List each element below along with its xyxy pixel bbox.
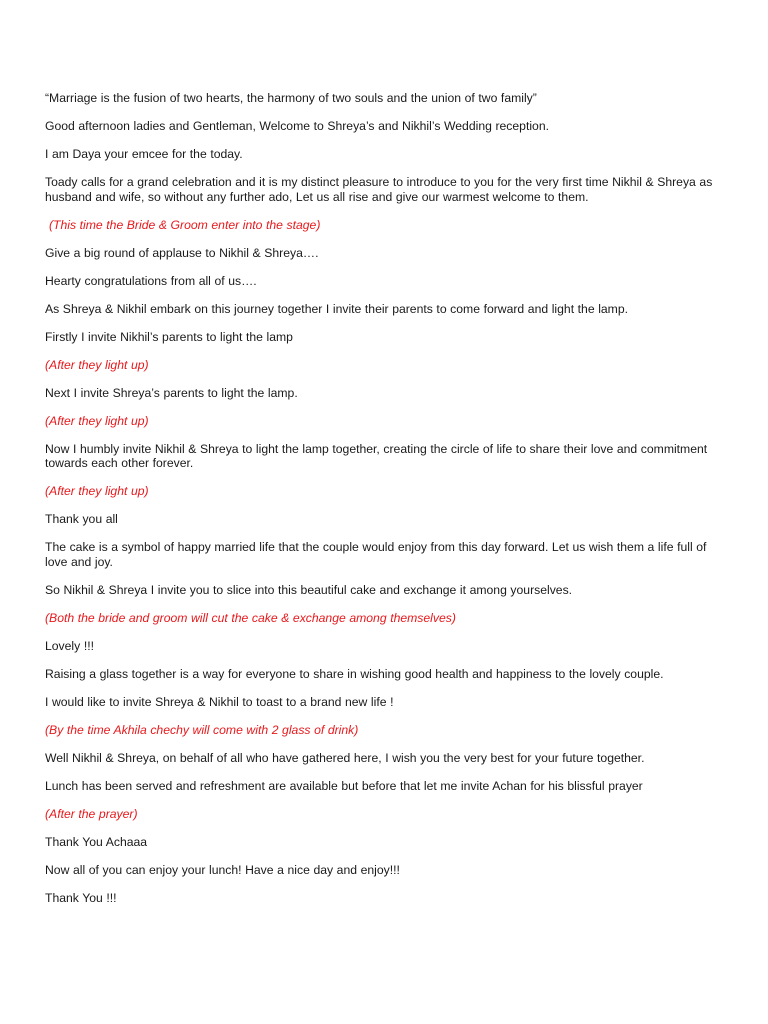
enjoy-lunch-line: Now all of you can enjoy your lunch! Have a nice day and enjoy!!! xyxy=(45,862,400,877)
stage-direction-drinks: (By the time Akhila chechy will come with 2 glass of drink) xyxy=(45,722,359,737)
stage-direction-cake: (Both the bride and groom will cut the cake & exchange among themselves) xyxy=(45,610,456,625)
parents-invitation: As Shreya & Nikhil embark on this journey together I invite their parents to come forward and light the lamp. xyxy=(45,301,628,316)
opening-quote: “Marriage is the fusion of two hearts, the harmony of two souls and the union of two family” xyxy=(45,91,537,105)
couple-introduction: Toady calls for a grand celebration and it is my distinct pleasure to introduce to you for the very first time Nikhil & Shreya as husband and wife, so without any further ado, Let us all rise and give our warmest welcome to them. xyxy=(45,175,716,204)
document-page xyxy=(45,91,725,919)
stage-direction-light-up-1: (After they light up) xyxy=(45,357,149,372)
lunch-prayer-line: Lunch has been served and refreshment are available but before that let me invite Achan for his blissful prayer xyxy=(45,778,643,793)
nikhil-parents-lamp: Firstly I invite Nikhil’s parents to light the lamp xyxy=(45,329,293,344)
toast-invitation: I would like to invite Shreya & Nikhil to toast to a brand new life ! xyxy=(45,694,394,709)
best-wishes-line: Well Nikhil & Shreya, on behalf of all who have gathered here, I wish you the very best for your future together. xyxy=(45,750,645,765)
closing-thank-you: Thank You !!! xyxy=(45,890,117,905)
cake-symbol-paragraph: The cake is a symbol of happy married life that the couple would enjoy from this day forward. Let us wish them a life full of love and joy. xyxy=(45,540,711,569)
lovely-line: Lovely !!! xyxy=(45,638,94,653)
cake-slice-invitation: So Nikhil & Shreya I invite you to slice into this beautiful cake and exchange it among yourselves. xyxy=(45,582,573,597)
shreya-parents-lamp: Next I invite Shreya’s parents to light the lamp. xyxy=(45,385,298,400)
stage-direction-prayer: (After the prayer) xyxy=(45,806,138,821)
thank-you-all: Thank you all xyxy=(45,512,118,526)
toast-paragraph: Raising a glass together is a way for everyone to share in wishing good health and happiness to the lovely couple. xyxy=(45,666,664,681)
congratulations-line: Hearty congratulations from all of us…. xyxy=(45,273,257,288)
stage-direction-light-up-2: (After they light up) xyxy=(45,413,149,428)
applause-line: Give a big round of applause to Nikhil & Shreya…. xyxy=(45,245,319,260)
stage-direction-light-up-3: (After they light up) xyxy=(45,484,149,498)
thank-you-achaaa: Thank You Achaaa xyxy=(45,834,148,849)
couple-lamp-invitation: Now I humbly invite Nikhil & Shreya to light the lamp together, creating the circle of life to share their love and commitment towards each other forever. xyxy=(45,441,711,470)
emcee-introduction: I am Daya your emcee for the today. xyxy=(45,147,243,161)
welcome-paragraph: Good afternoon ladies and Gentleman, Welcome to Shreya’s and Nikhil’s Wedding reception. xyxy=(45,119,549,133)
stage-direction-entry: (This time the Bride & Groom enter into the stage) xyxy=(49,217,321,232)
